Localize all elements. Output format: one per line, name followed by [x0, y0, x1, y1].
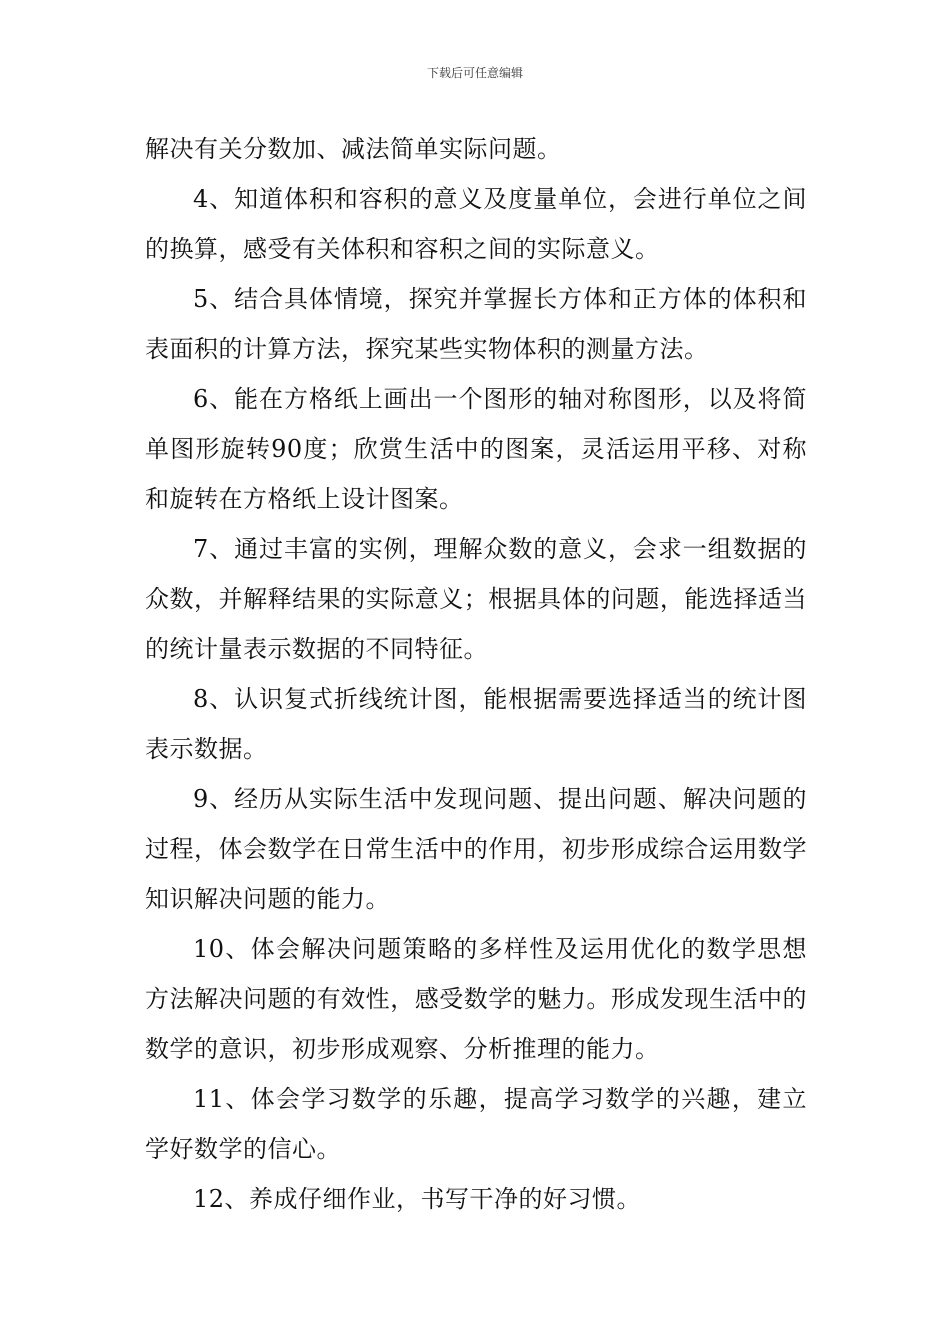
paragraph-item-7: 7、通过丰富的实例，理解众数的意义，会求一组数据的众数，并解释结果的实际意义；根据具体的问题，能选择适当的统计量表示数据的不同特征。 [145, 535, 807, 663]
paragraph-item-11: 11、体会学习数学的乐趣，提高学习数学的兴趣，建立学好数学的信心。 [145, 1085, 807, 1163]
paragraph-item-5: 5、结合具体情境，探究并掌握长方体和正方体的体积和表面积的计算方法，探究某些实物体积的测量方法。 [145, 285, 807, 363]
paragraph-item-8: 8、认识复式折线统计图，能根据需要选择适当的统计图表示数据。 [145, 685, 807, 763]
paragraph-continuation: 解决有关分数加、减法简单实际问题。 [145, 135, 562, 163]
paragraph-item-9: 9、经历从实际生活中发现问题、提出问题、解决问题的过程，体会数学在日常生活中的作用，初步形成综合运用数学知识解决问题的能力。 [145, 785, 807, 913]
paragraph-item-4: 4、知道体积和容积的意义及度量单位，会进行单位之间的换算，感受有关体积和容积之间的实际意义。 [145, 185, 807, 263]
paragraph-item-10: 10、体会解决问题策略的多样性及运用优化的数学思想方法解决问题的有效性，感受数学的魅力。形成发现生活中的数学的意识，初步形成观察、分析推理的能力。 [145, 935, 807, 1063]
paragraph-item-12: 12、养成仔细作业，书写干净的好习惯。 [193, 1185, 642, 1213]
paragraph-item-6: 6、能在方格纸上画出一个图形的轴对称图形，以及将简单图形旋转90度；欣赏生活中的图案，灵活运用平移、对称和旋转在方格纸上设计图案。 [145, 385, 807, 513]
page-header: 下载后可任意编辑 [426, 66, 523, 80]
document-body [145, 124, 807, 1224]
